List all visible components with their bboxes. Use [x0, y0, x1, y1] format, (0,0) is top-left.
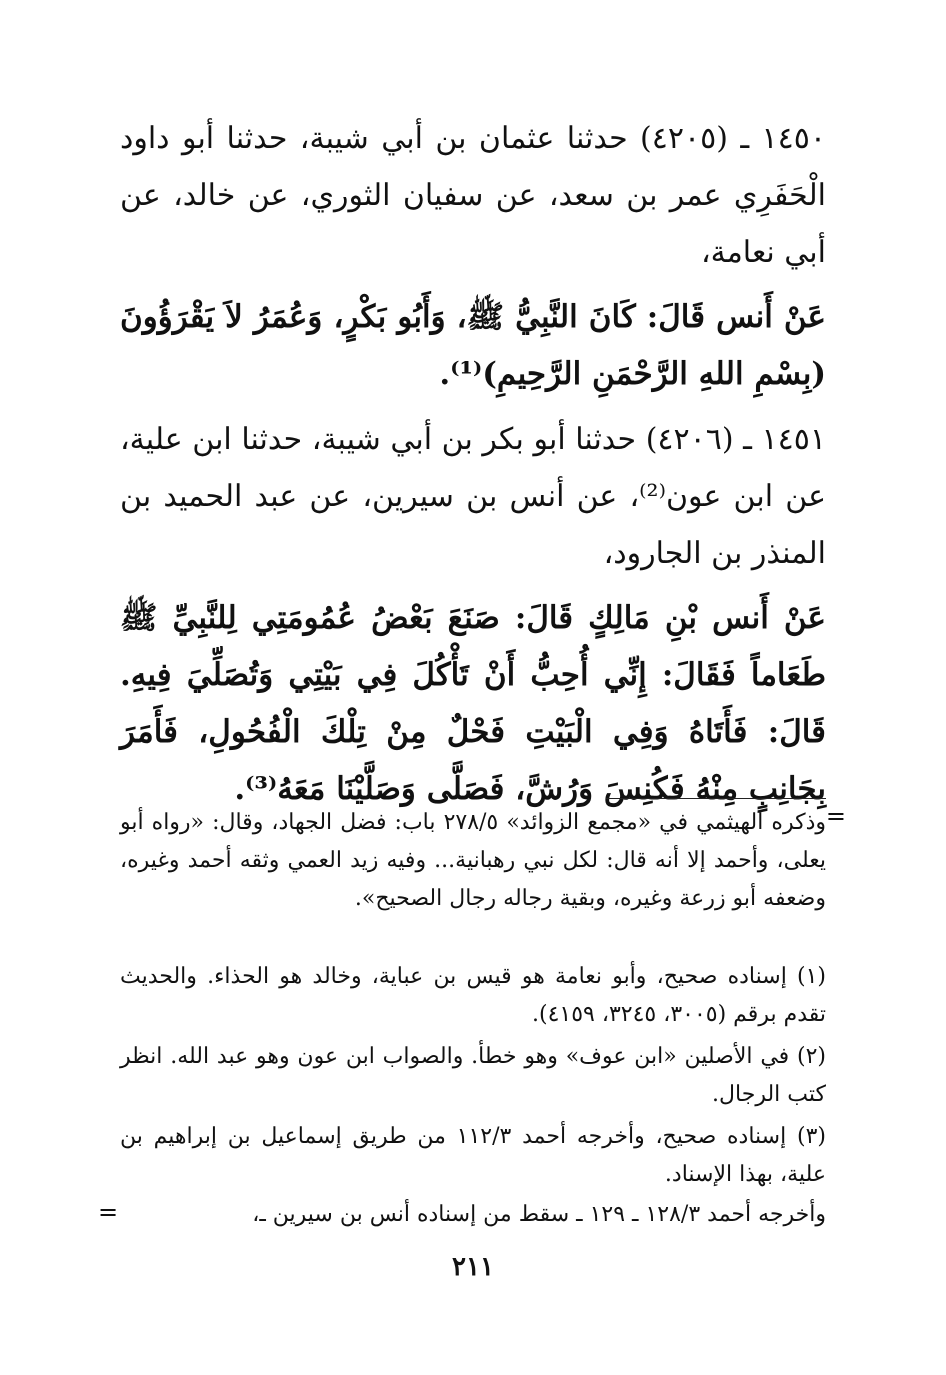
- book-page: [98, 110, 846, 1310]
- hadith-1451-matn: عَنْ أَنس بْنِ مَالِكٍ قَالَ: صَنَعَ بَعْضُ عُمُومَتِي لِلنَّبِيِّ ﷺ طَعَاماً فَقَالَ: إِنِّي أُحِبُّ أَنْ تَأْكُلَ فِي بَيْتِي وَتُصَلِّيَ فِيهِ. قَالَ: فَأَتَاهُ وَفِي الْبَيْتِ فَحْلٌ مِنْ تِلْكَ الْفُحُولِ، فَأَمَرَ بِجَانِبٍ مِنْهُ فَكُنِسَ وَرُشَّ، فَصَلَّى وَصَلَّيْنَا مَعَهُ⁽³⁾.: [120, 600, 826, 807]
- footnote-1: (١) إسناده صحيح، وأبو نعامة هو قيس بن عباية، وخالد هو الحذاء. والحديث تقدم برقم (٣٠٠٥، ٣٢٤٥، ٤١٥٩).: [120, 964, 826, 1027]
- footnote-3-continuation: وأخرجه أحمد ١٢٨/٣ ـ ١٢٩ ـ سقط من إسناده أنس بن سيرين ـ،: [252, 1202, 826, 1227]
- footnote-2: (٢) في الأصلين «ابن عوف» وهو خطأ. والصواب ابن عون وهو عبد الله. انظر كتب الرجال.: [120, 1044, 826, 1107]
- footnote-3: (٣) إسناده صحيح، وأخرجه أحمد ١١٢/٣ من طريق إسماعيل بن إبراهيم بن علية، بهذا الإسناد.: [120, 1124, 826, 1187]
- end-continuation-mark: =: [98, 1198, 119, 1226]
- hadith-1450-matn: عَنْ أَنس قَالَ: كَانَ النَّبِيُّ ﷺ، وَأَبُو بَكْرٍ، وَعُمَرُ لاَ يَقْرَؤُونَ (بِسْمِ اللهِ الرَّحْمَنِ الرَّحِيمِ)⁽¹⁾.: [120, 299, 826, 392]
- continuation-mark: =: [825, 802, 846, 830]
- page-number: ٢١١: [452, 1252, 494, 1282]
- hadith-1451-isnad: ١٤٥١ ـ (٤٢٠٦) حدثنا أبو بكر بن أبي شيبة، حدثنا ابن علية، عن ابن عون⁽²⁾، عن أنس بن سيرين، عن عبد الحميد بن المنذر بن الجارود،: [120, 422, 826, 571]
- hadith-1450-isnad: ١٤٥٠ ـ (٤٢٠٥) حدثنا عثمان بن أبي شيبة، حدثنا أبو داود الْحَفَرِي عمر بن سعد، عن سفيان الثوري، عن خالد، عن أبي نعامة،: [120, 121, 826, 270]
- footnote-separator: [606, 798, 826, 799]
- footnote-continuation: وذكره الهيثمي في «مجمع الزوائد» ٢٧٨/٥ باب: فضل الجهاد، وقال: «رواه أبو يعلى، وأحمد إلا أنه قال: لكل نبي رهبانية... وفيه زيد العمي وثقه أحمد وغيره، وضعفه أبو زرعة وغيره، وبقية رجاله رجال الصحيح».: [120, 810, 826, 911]
